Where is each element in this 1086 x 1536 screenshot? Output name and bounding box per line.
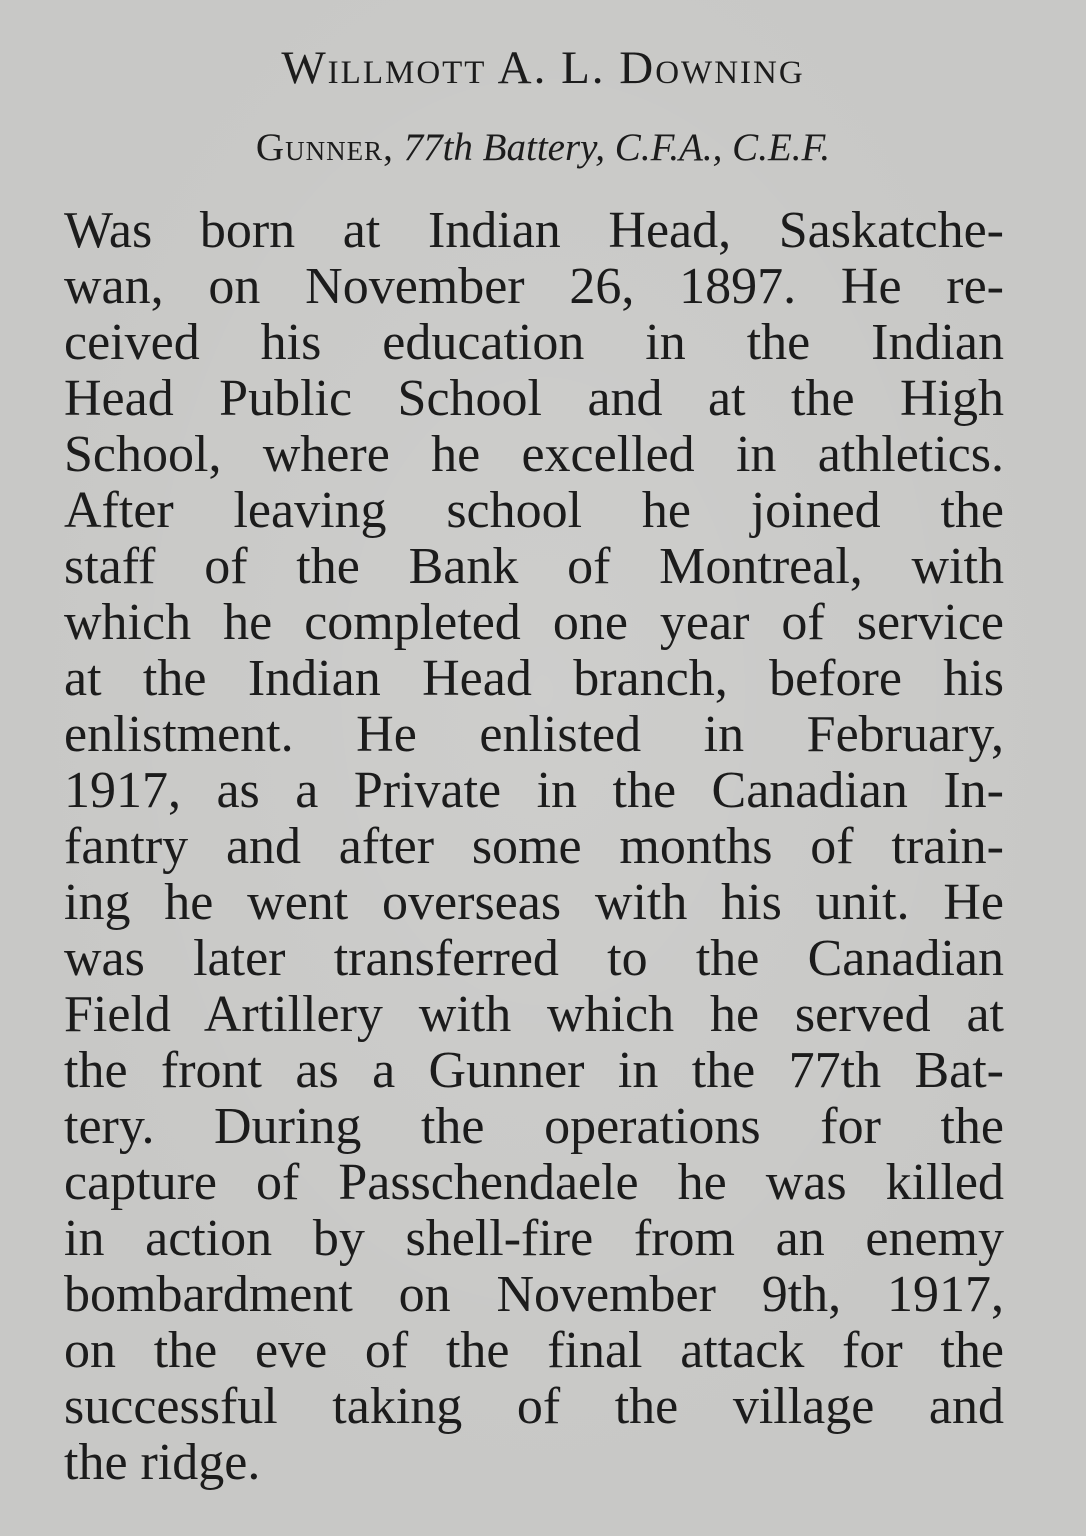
text-line: staff of the Bank of Montreal, with bbox=[64, 538, 1004, 595]
text-line: in action by shell-fire from an enemy bbox=[64, 1210, 1004, 1267]
rank-unit-subheading bbox=[0, 124, 1086, 172]
rank-label: Gunner, bbox=[255, 126, 394, 169]
text-line: capture of Passchendaele he was killed bbox=[64, 1154, 1004, 1211]
text-line: on the eve of the final attack for the bbox=[64, 1322, 1004, 1379]
text-line: bombardment on November 9th, 1917, bbox=[64, 1266, 1004, 1323]
text-line: at the Indian Head branch, before his bbox=[64, 650, 1004, 707]
biography-paragraph bbox=[64, 203, 1004, 1491]
text-line: tery. During the operations for the bbox=[64, 1098, 1004, 1155]
text-line: Was born at Indian Head, Saskatche- bbox=[64, 202, 1004, 259]
text-line: the ridge. bbox=[64, 1434, 261, 1491]
text-line: was later transferred to the Canadian bbox=[64, 930, 1004, 987]
unit-label: 77th Battery, C.F.A., C.E.F. bbox=[403, 126, 831, 169]
text-line: Head Public School and at the High bbox=[64, 370, 1004, 427]
text-line: enlistment. He enlisted in February, bbox=[64, 706, 1004, 763]
text-line: After leaving school he joined the bbox=[64, 482, 1004, 539]
text-line: which he completed one year of service bbox=[64, 594, 1004, 651]
text-line: ceived his education in the Indian bbox=[64, 314, 1004, 371]
text-line: School, where he excelled in athletics. bbox=[64, 426, 1004, 483]
text-line: 1917, as a Private in the Canadian In- bbox=[64, 762, 1004, 819]
text-line: the front as a Gunner in the 77th Bat- bbox=[64, 1042, 1004, 1099]
person-name-heading: Willmott A. L. Downing bbox=[281, 42, 805, 94]
text-line: ing he went overseas with his unit. He bbox=[64, 874, 1004, 931]
text-line: successful taking of the village and bbox=[64, 1378, 1004, 1435]
text-line: fantry and after some months of train- bbox=[64, 818, 1004, 875]
text-line: Field Artillery with which he served at bbox=[64, 986, 1004, 1043]
text-line: wan, on November 26, 1897. He re- bbox=[64, 258, 1004, 315]
